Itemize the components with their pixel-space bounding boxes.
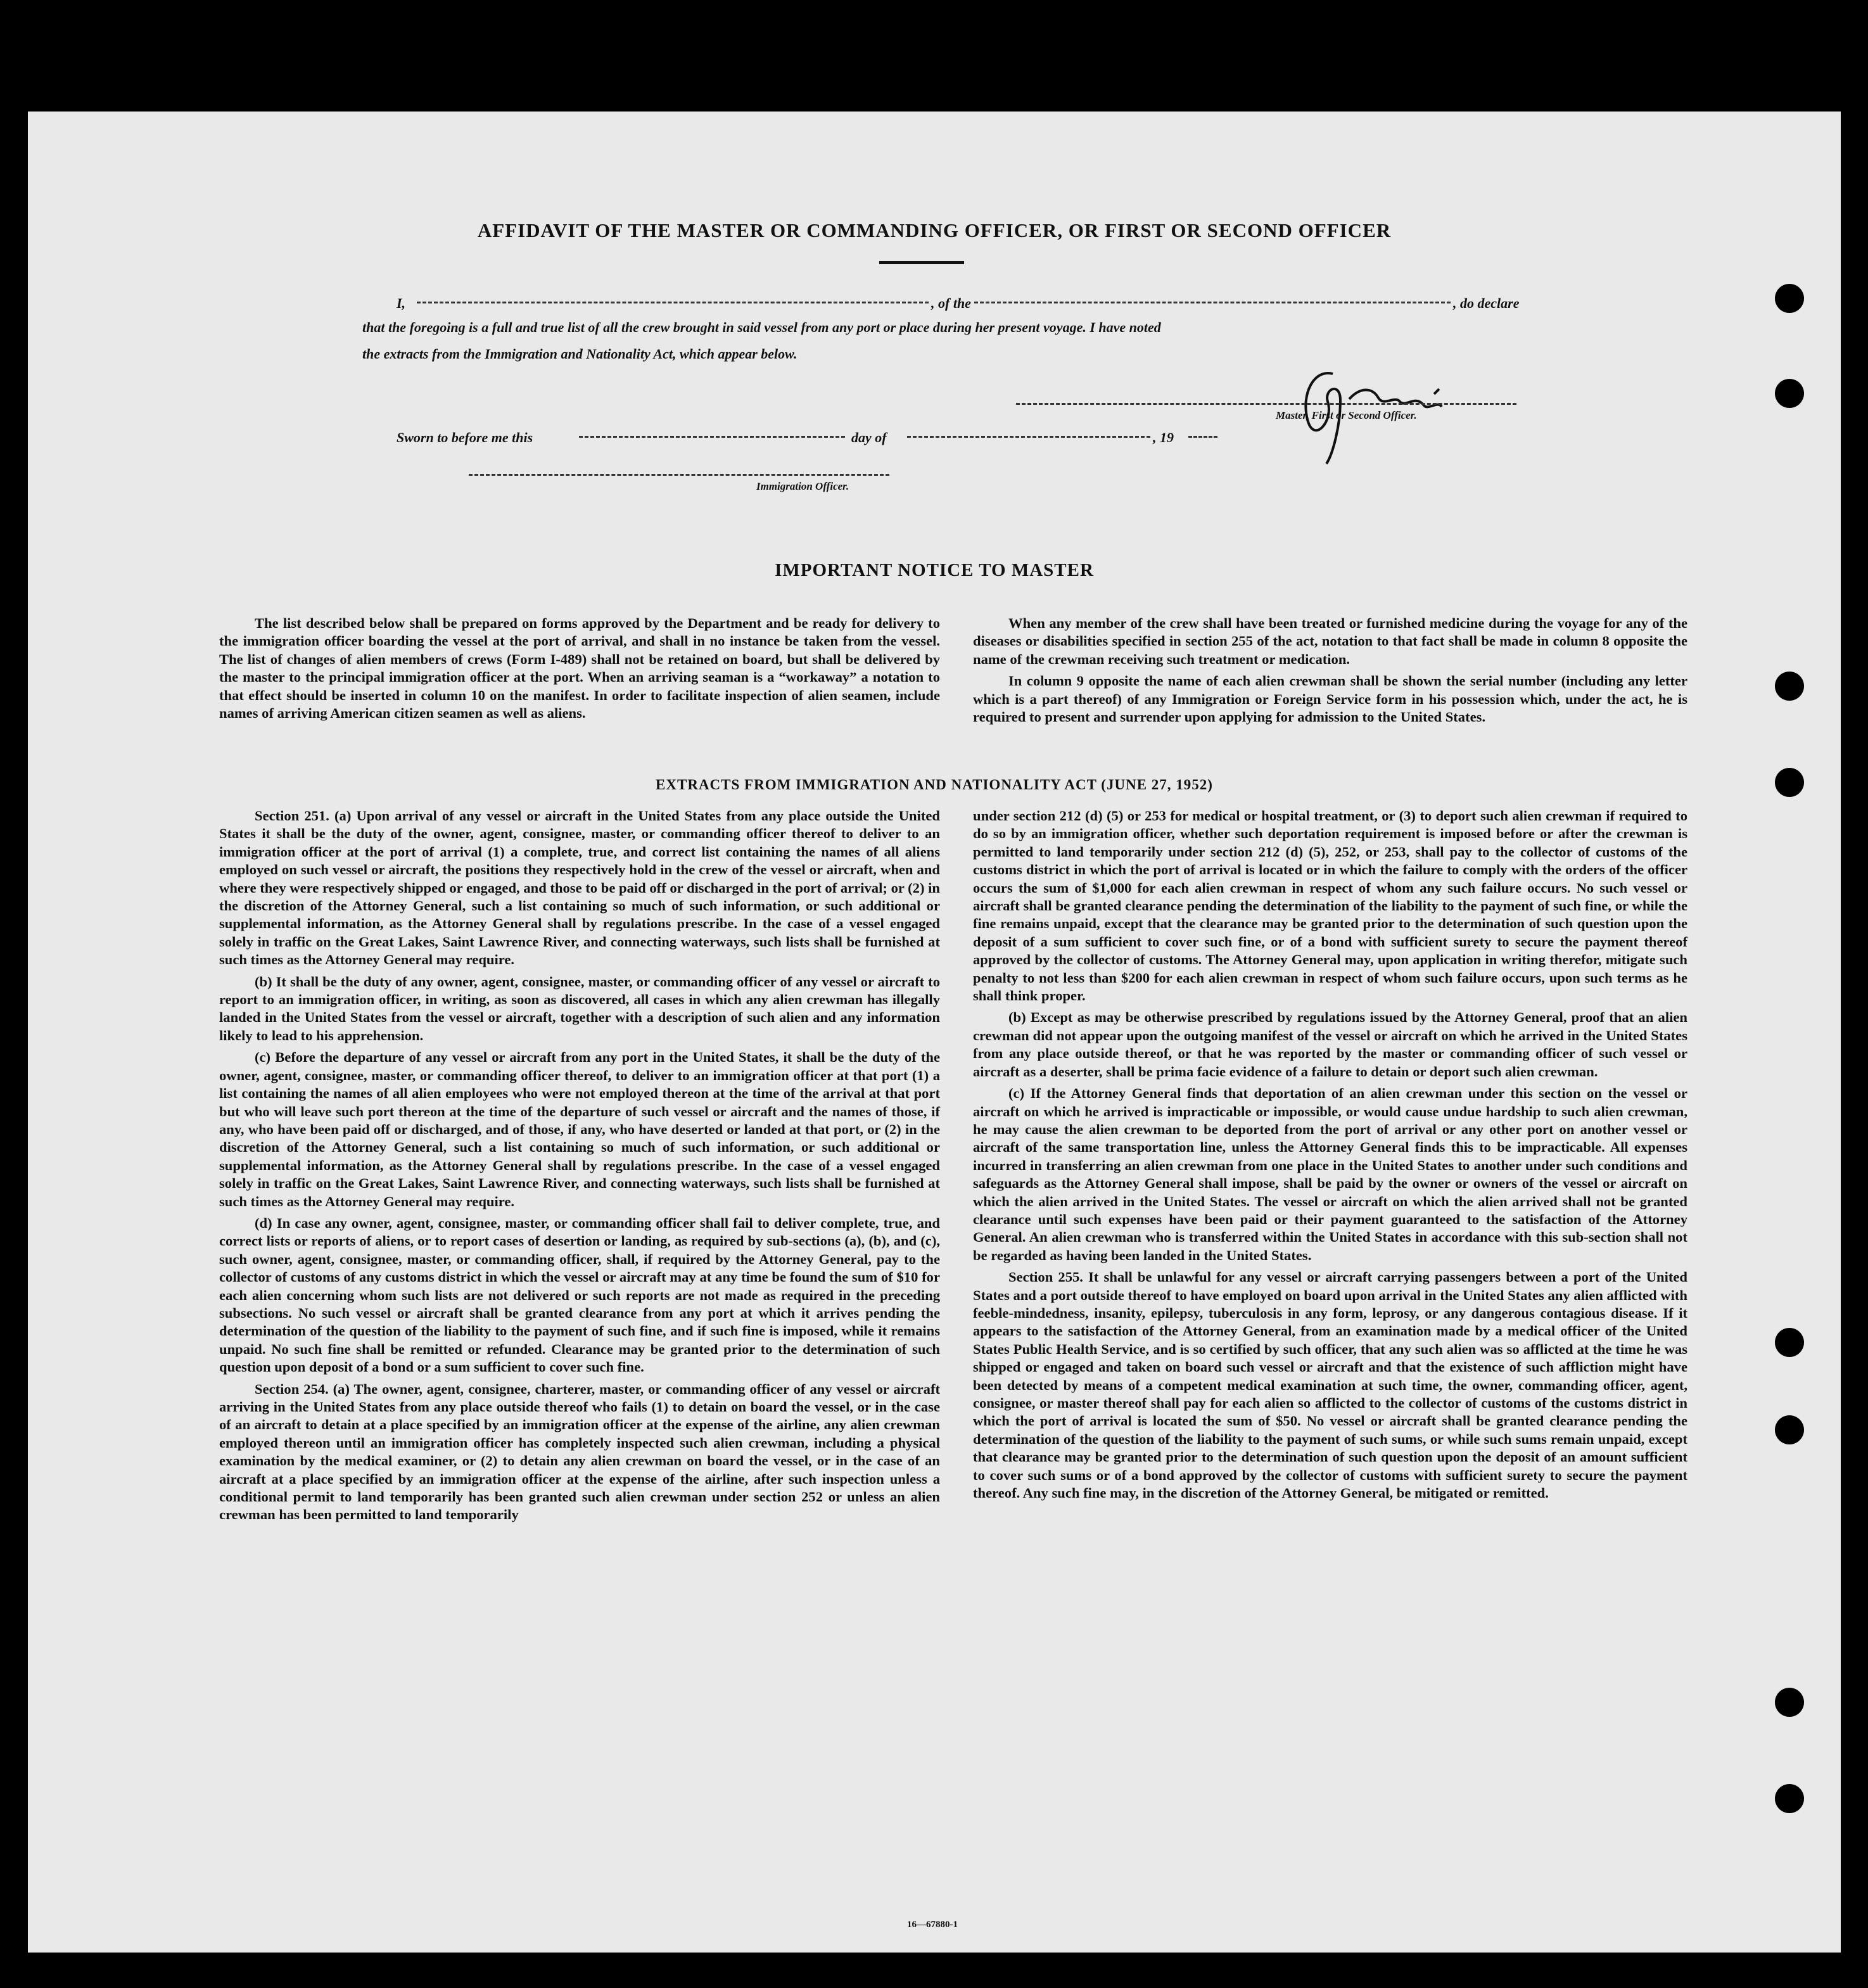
master-signature-line[interactable] [1016, 403, 1516, 405]
title-rule [879, 261, 964, 264]
immigration-officer-signature-line[interactable] [469, 474, 889, 476]
notice-left-column [219, 615, 940, 726]
notice-right-column [973, 615, 1687, 730]
punch-hole [1775, 672, 1804, 701]
act-paragraph: (b) Except as may be otherwise prescribed by regulations issued by the Attorney General, proof that an alien crewman did not appear upon the outgoing manifest of the vessel or aircraft on which he arrived in the United States from any place outside thereof, or that he was reported by the master or commanding officer of such vessel or aircraft as a deserter, shall be prima facie evidence of a failure to detain or deport such alien crewman. [973, 1009, 1687, 1080]
notice-paragraph: The list described below shall be prepared on forms approved by the Department and be ready for delivery to the immigration officer boarding the vessel at the port of arrival, and shall in no instance be taken from the vessel. The list of changes of alien members of crews (Form I-489) shall not be retained on board, but shall be delivered by the master to the principal immigration officer at the port. When an arriving seaman is a “workaway” a notation to that effect should be inserted in column 10 on the manifest. In order to facilitate inspection of alien seamen, include names of arriving American citizen seamen as well as aliens. [219, 615, 940, 722]
declaration-text-2: the extracts from the Immigration and Nationality Act, which appear below. [362, 346, 797, 362]
vessel-name-blank[interactable] [974, 302, 1451, 303]
sworn-label: Sworn to before me this [397, 430, 533, 445]
extracts-right-column [973, 807, 1687, 1506]
master-officer-label: Master, First or Second Officer. [1276, 409, 1417, 421]
sworn-day-blank[interactable] [579, 436, 845, 438]
act-extracts-title: EXTRACTS FROM IMMIGRATION AND NATIONALITY ACT (JUNE 27, 1952) [656, 777, 1213, 793]
document-page [28, 112, 1841, 1953]
notice-paragraph: In column 9 opposite the name of each alien crewman shall be shown the serial number (including any letter which is a part thereof) of any Immigration or Foreign Service form in his possession which, under the act, he is required to present and surrender upon applying for admission to the United States. [973, 673, 1687, 725]
year-prefix-label: , 19 [1153, 430, 1174, 445]
punch-hole [1775, 284, 1804, 313]
act-paragraph: (c) Before the departure of any vessel or aircraft from any port in the United States, it shall be the duty of the owner, agent, consignee, master, or commanding officer thereof, to deliver to an immigration officer at that port (1) a list containing the names of all alien employees who were not employed thereon at the time of the arrival at that port but who will leave such port thereon at the time of the departure of such vessel or aircraft and the names of those, if any, who have been paid off or discharged, and of those, if any, who have deserted or landed at that port, or (2) in the discretion of the Attorney General, such a list containing so much of such information, or such additional or supplemental information, as the Attorney General shall by regulations prescribe. In the case of a vessel engaged solely in traffic on the Great Lakes, Saint Lawrence River, and connecting waterways, such lists shall be furnished at such times as the Attorney General may require. [219, 1049, 940, 1209]
act-paragraph: (b) It shall be the duty of any owner, agent, consignee, master, or commanding officer of any vessel or aircraft to report to an immigration officer, in writing, as soon as discovered, all cases in which any alien crewman has illegally landed in the United States from the vessel or aircraft, together with a description of such alien and any information likely to lead to his apprehension. [219, 973, 940, 1043]
day-of-label: day of [851, 430, 887, 445]
punch-hole [1775, 1328, 1804, 1357]
act-paragraph: (c) If the Attorney General finds that deportation of an alien crewman under this section on the vessel or aircraft on which he arrived is impracticable or impossible, or would cause undue hardship to such alien crewman, he may cause the alien crewman to be deported from the port of arrival or any other port on another vessel or aircraft of the same transportation line, unless the Attorney General finds this to be impracticable. All expenses incurred in transferring an alien crewman from one place in the United States to another under such conditions and safeguards as the Attorney General shall impose, shall be paid by the owner or owners of the vessel or aircraft on which the alien arrived in the United States. The vessel or aircraft on which the alien arrived shall not be granted clearance until such expenses have been paid or their payment guaranteed to the satisfaction of the Attorney General. An alien crewman who is transferred within the United States in accordance with this sub-section shall not be regarded as having been landed in the United States. [973, 1085, 1687, 1263]
punch-hole [1775, 1415, 1804, 1444]
declaration-text: that the foregoing is a full and true list of all the crew brought in said vessel from any port or place during her present voyage. I have noted [362, 319, 1161, 335]
sworn-month-blank[interactable] [907, 436, 1150, 438]
act-paragraph: (d) In case any owner, agent, consignee, master, or commanding officer shall fail to deliver complete, true, and correct lists or reports of aliens, or to report cases of desertion or landing, as required by sub-sections (a), (b), and (c), such owner, agent, consignee, master, or commanding officer, shall, if required by the Attorney General, pay to the collector of customs of any customs district in which the vessel or aircraft may at any time be found the sum of $10 for each alien concerning whom such lists are not delivered or such reports are not made as required in the preceding subsections. No such vessel or aircraft shall be granted clearance from any port at which it arrives pending the determination of the question of the liability to the payment of such fine, and if such fine is imposed, while it remains unpaid. No such fine shall be remitted or refunded. Clearance may be granted prior to the determination of such question upon deposit of a bond or a sum sufficient to cover such fine. [219, 1214, 940, 1375]
punch-hole [1775, 768, 1804, 797]
punch-hole [1775, 379, 1804, 408]
notice-title: IMPORTANT NOTICE TO MASTER [775, 560, 1094, 580]
form-number: 16—67880-1 [907, 1920, 958, 1930]
act-paragraph: Section 255. It shall be unlawful for any vessel or aircraft carrying passengers between a port of the United States and a port outside thereof to have employed on board upon arrival in the United States any alien afflicted with feeble-mindedness, insanity, epilepsy, tuberculosis in any form, leprosy, or any dangerous contagious disease. If it appears to the satisfaction of the Attorney General, from an examination made by a medical officer of the United States Public Health Service, and is so certified by such officer, that any such alien was so afflicted at the time he was shipped or engaged and taken on board such vessel or aircraft and that the existence of such affliction might have been detected by means of a competent medical examination at such time, the owner, commanding officer, agent, consignee, or master thereof shall pay for each alien so afflicted to the collector of customs of the customs district in which the port of arrival is located the sum of $50. No vessel or aircraft shall be granted clearance pending the determination of the question of the liability to the payment of such sums, or while such sums remain unpaid, except that clearance may be granted prior to the determination of such question upon the deposit of an amount sufficient to cover such sums or of a bond approved by the collector of customs with sufficient surety to secure the payment thereof. Any such fine may, in the discretion of the Attorney General, be mitigated or remitted. [973, 1269, 1687, 1501]
of-the-label: , of the [931, 295, 971, 311]
sworn-year-blank[interactable] [1188, 436, 1217, 438]
notice-paragraph: When any member of the crew shall have been treated or furnished medicine during the voyage for any of the diseases or disabilities specified in section 255 of the act, notation to that fact shall be made in column 8 opposite the name of the crewman receiving such treatment or medication. [973, 615, 1687, 667]
do-declare-label: , do declare [1453, 295, 1520, 311]
act-paragraph: Section 251. (a) Upon arrival of any vessel or aircraft in the United States from any place outside the United States it shall be the duty of the owner, agent, consignee, master, or commanding officer thereof to deliver to an immigration officer at the port of arrival (1) a complete, true, and correct list containing the names of all aliens employed on such vessel or aircraft, the positions they respectively hold in the crew of the vessel or aircraft, when and where they were respectively shipped or engaged, and those to be paid off or discharged in the port of arrival; or (2) in the discretion of the Attorney General, such a list containing so much of such information, or such additional or supplemental information, as the Attorney General shall by regulations prescribe. In the case of a vessel engaged solely in traffic on the Great Lakes, Saint Lawrence River, and connecting waterways, such lists shall be furnished at such times as the Attorney General may require. [219, 808, 940, 968]
affidavit-title: AFFIDAVIT OF THE MASTER OR COMMANDING OFFICER, OR FIRST OR SECOND OFFICER [477, 219, 1392, 241]
immigration-officer-label: Immigration Officer. [756, 480, 849, 492]
punch-hole [1775, 1688, 1804, 1717]
punch-hole [1775, 1784, 1804, 1813]
extracts-left-column [219, 807, 940, 1528]
act-paragraph: Section 254. (a) The owner, agent, consignee, charterer, master, or commanding officer of any vessel or aircraft arriving in the United States from any place outside thereof who fails (1) to detain on board the vessel, or in the case of an aircraft to detain at a place specified by an immigration officer at the expense of the airline, any alien crewman employed thereon until an immigration officer has completely inspected such alien crewman, including a physical examination by the medical examiner, or (2) to detain any alien crewman on board the vessel, or in the case of an aircraft at a place specified by an immigration officer at the expense of the airline, after such inspection unless a conditional permit to land temporarily has been granted such alien crewman under section 252 or unless an alien crewman has been permitted to land temporarily [219, 1380, 940, 1523]
affidavit-i-label: I, [397, 295, 406, 311]
act-paragraph: under section 212 (d) (5) or 253 for medical or hospital treatment, or (3) to deport such alien crewman if required to do so by an immigration officer, whether such deportation requirement is imposed before or after the crewman is permitted to land temporarily under section 212 (d) (5), 252, or 253, shall pay to the collector of customs of the customs district in which the port of arrival is located or in which the failure to comply with the orders of the officer occurs the sum of $1,000 for each alien crewman in respect of whom any such failure occurs. No such vessel or aircraft shall be granted clearance pending the determination of the liability to the payment of such fine, or while the fine remains unpaid, except that the clearance may be granted prior to the determination of such question upon the deposit of a sum sufficient to cover such fine, or of a bond with sufficient surety to secure the payment thereof approved by the collector of customs. The Attorney General may, upon application in writing therefor, mitigate such penalty to not less than $200 for each alien crewman in respect of whom such failure occurs, upon such terms as he shall think proper. [973, 808, 1687, 1004]
affiant-name-blank[interactable] [417, 302, 929, 303]
